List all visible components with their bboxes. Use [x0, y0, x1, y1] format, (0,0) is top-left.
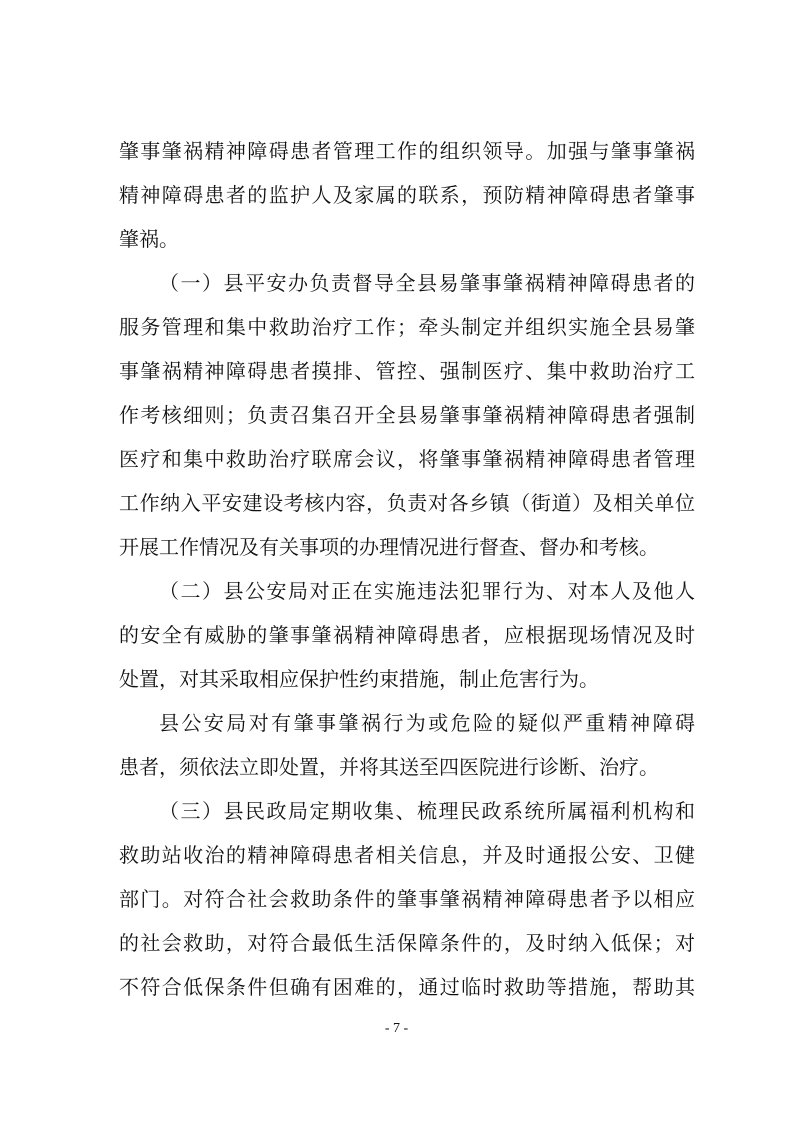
text-line: 患者，须依法立即处置，并将其送至四医院进行诊断、治疗。: [119, 755, 659, 779]
text-line: 救助站收治的精神障碍患者相关信息，并及时通报公安、卫健: [119, 843, 695, 867]
paragraph-first-line: 县公安局对有肇事肇祸行为或危险的疑似严重精神障碍: [159, 711, 695, 735]
text-line: 事肇祸精神障碍患者摸排、管控、强制医疗、集中救助治疗工: [119, 359, 695, 383]
text-line: 肇事肇祸精神障碍患者管理工作的组织领导。加强与肇事肇祸: [119, 139, 695, 163]
paragraph-first-line: （二）县公安局对正在实施违法犯罪行为、对本人及他人: [159, 579, 695, 603]
text-line: 工作纳入平安建设考核内容，负责对各乡镇（街道）及相关单位: [119, 491, 695, 515]
text-line: 的社会救助，对符合最低生活保障条件的，及时纳入低保；对: [119, 931, 695, 955]
text-line: 作考核细则；负责召集召开全县易肇事肇祸精神障碍患者强制: [119, 403, 695, 427]
text-line: 的安全有威胁的肇事肇祸精神障碍患者，应根据现场情况及时: [119, 623, 695, 647]
text-line: 开展工作情况及有关事项的办理情况进行督查、督办和考核。: [119, 535, 659, 559]
text-line: 不符合低保条件但确有困难的，通过临时救助等措施，帮助其: [119, 975, 695, 999]
text-line: 医疗和集中救助治疗联席会议，将肇事肇祸精神障碍患者管理: [119, 447, 695, 471]
paragraph-first-line: （三）县民政局定期收集、梳理民政系统所属福利机构和: [159, 799, 695, 823]
paragraph-first-line: （一）县平安办负责督导全县易肇事肇祸精神障碍患者的: [159, 271, 695, 295]
text-line: 服务管理和集中救助治疗工作；牵头制定并组织实施全县易肇: [119, 315, 695, 339]
text-line: 处置，对其采取相应保护性约束措施，制止危害行为。: [119, 667, 599, 691]
text-line: 部门。对符合社会救助条件的肇事肇祸精神障碍患者予以相应: [119, 887, 695, 911]
text-line: 肇祸。: [119, 227, 179, 251]
text-line: 精神障碍患者的监护人及家属的联系，预防精神障碍患者肇事: [119, 183, 695, 207]
page-number: - 7 -: [384, 1021, 409, 1036]
